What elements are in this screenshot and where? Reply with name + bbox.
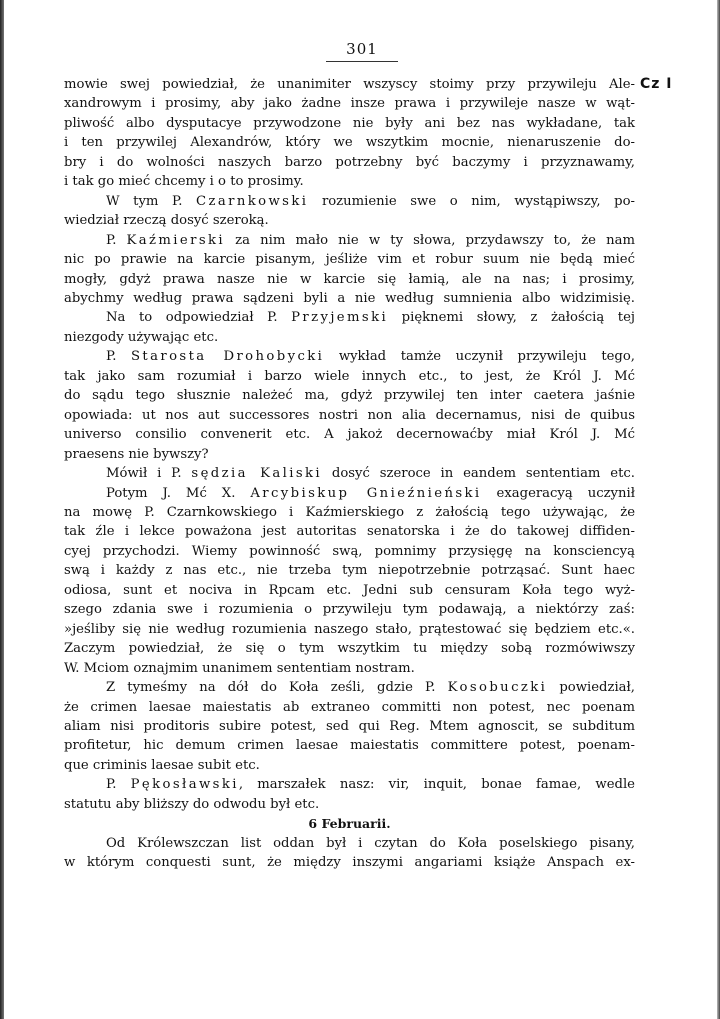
text-line: wiedział rzeczą dosyć szeroką. — [64, 213, 269, 229]
text-line: w którym conquesti sunt, że między inszymi angariami książe Anspach ex- — [64, 855, 635, 871]
text-line — [64, 347, 635, 366]
text-line — [64, 231, 635, 250]
line-text-after: rozumienie swe o nim, wystąpiwszy, po- — [308, 193, 635, 209]
text-line: tak źle i lekce poważona jest autoritas senatorska i że do takowej diffiden- — [64, 524, 635, 540]
text-line: aliam nisi proditoris subire potest, sed qui Reg. Mtem agnoscit, se subditum — [64, 718, 635, 734]
text-line — [64, 775, 635, 794]
text-line — [64, 192, 635, 211]
spaced-name: Przyjemski — [291, 310, 389, 326]
text-line — [64, 308, 635, 327]
text-line: statutu aby bliższy do odwodu był etc. — [64, 796, 320, 812]
text-line: niezgody używając etc. — [64, 329, 219, 345]
margin-note: Cz I — [640, 76, 673, 92]
text-line: Zaczym powiedział, że się o tym wszytkim tu między sobą rozmówiwszy — [64, 641, 635, 657]
line-text-before: P. — [106, 232, 127, 248]
text-line: tak jako sam rozumiał i barzo wiele innych etc., to jest, że Król J. Mć — [64, 368, 635, 384]
line-text-after: dosyć szeroce in eandem sententiam etc. — [322, 466, 635, 482]
line-text-after: exageracyą uczynił — [481, 485, 635, 501]
text-line: swą i każdy z nas etc., nie trzeba tym niepotrzebnie potrząsać. Sunt haec — [64, 563, 635, 579]
text-line: que criminis laesae subit etc. — [64, 757, 260, 773]
text-line: »jeśliby się nie według rozumienia naszego stało, prątestować się będziem etc.«. — [64, 621, 635, 637]
text-line — [64, 484, 635, 503]
line-text-before: Na to odpowiedział P. — [106, 310, 292, 326]
line-text-before: Mówił i P. — [106, 466, 192, 482]
line-text-after: powiedział, — [547, 680, 635, 696]
text-line: i ten przywilej Alexandrów, który we wszytkim mocnie, nienaruszenie do- — [64, 135, 635, 151]
line-text-after: za nim mało nie w ty słowa, przydawszy to, że nam — [225, 232, 635, 248]
line-text-before: P. — [106, 349, 131, 365]
text-line: xandrowym i prosimy, aby jako żadne insze prawa i przywileje nasze w wąt- — [64, 96, 635, 112]
line-text-after: pięknemi słowy, z żałością tej — [388, 310, 635, 326]
text-line: nic po prawie na karcie pisanym, jeśliże vim et robur suum nie będą mieć — [64, 252, 635, 268]
text-line: mogły, gdyż prawa nasze nie w karcie się łamią, ale na nas; i prosimy, — [64, 271, 635, 287]
line-text-before: Potym J. Mć X. — [106, 485, 251, 501]
line-text-before: Z tymeśmy na dół do Koła ześli, gdzie P. — [106, 680, 448, 696]
text-line: profitetur, hic demum crimen laesae maiestatis committere potest, poenam- — [64, 738, 635, 754]
page-number-rule — [326, 61, 398, 62]
line-text-before: P. — [106, 777, 131, 793]
text-line: bry i do wolności naszych barzo potrzebny być baczymy i przyznawamy, — [64, 154, 635, 170]
spaced-name: Arcybiskup Gnieźnieński — [250, 485, 482, 501]
page-number: 301 — [346, 40, 378, 58]
text-line: szego zdania swe i rozumienia o przywileju tym podawają, a niektórzy zaś: — [64, 602, 635, 618]
text-line — [64, 678, 635, 697]
spaced-name: sędzia Kaliski — [191, 466, 323, 482]
line-text-before: W tym P. — [106, 193, 197, 209]
text-line: pliwość albo dysputacye przywodzone nie były ani bez nas wykładane, tak — [64, 115, 635, 131]
line-text-after: , marszałek nasz: vir, inquit, bonae famae, wedle — [238, 777, 635, 793]
text-line: praesens nie bywszy? — [64, 446, 209, 462]
text-line — [64, 464, 635, 483]
spaced-name: Pękosławski — [130, 777, 239, 793]
spaced-name: Starosta Drohobycki — [130, 349, 325, 365]
spaced-name: Kosobuczki — [447, 680, 548, 696]
spaced-name: Kaźmierski — [126, 232, 226, 248]
text-line: odiosa, sunt et nociva in Rpcam etc. Jedni sub censuram Koła tego wyż- — [64, 582, 635, 598]
text-line: W. Mciom oznajmim unanimem sententiam nostram. — [64, 660, 415, 676]
document-body — [64, 75, 635, 873]
text-line: opowiada: ut nos aut successores nostri non alia decernamus, nisi de quibus — [64, 407, 635, 423]
section-date-heading: 6 Februarii. — [308, 816, 391, 832]
spaced-name: Czarnkowski — [196, 193, 309, 209]
text-line: abychmy według prawa sądzeni byli a nie według sumnienia albo widzimisię. — [64, 290, 635, 306]
text-line: i tak go mieć chcemy i o to prosimy. — [64, 174, 304, 190]
text-line: Od Królewszczan list oddan był i czytan do Koła poselskiego pisany, — [106, 835, 635, 851]
text-line: do sądu tego słusznie należeć ma, gdyż przywilej ten inter caetera jaśnie — [64, 388, 635, 404]
text-line: universo consilio convenerit etc. A jakoż decernowaćby miał Król J. Mć — [64, 427, 635, 443]
line-text-after: wykład tamże uczynił przywileju tego, — [324, 349, 635, 365]
text-line: cyej przychodzi. Wiemy powinność swą, pomnimy przysięgę na konsciencyą — [64, 543, 635, 559]
text-line: mowie swej powiedział, że unanimiter wszyscy stoimy przy przywileju Ale- — [64, 77, 635, 92]
scan-left-edge — [0, 0, 4, 1019]
text-line: że crimen laesae maiestatis ab extraneo committi non potest, nec poenam — [64, 699, 635, 715]
text-line: na mowę P. Czarnkowskiego i Kaźmierskiego z żałością tego używając, że — [64, 504, 635, 520]
